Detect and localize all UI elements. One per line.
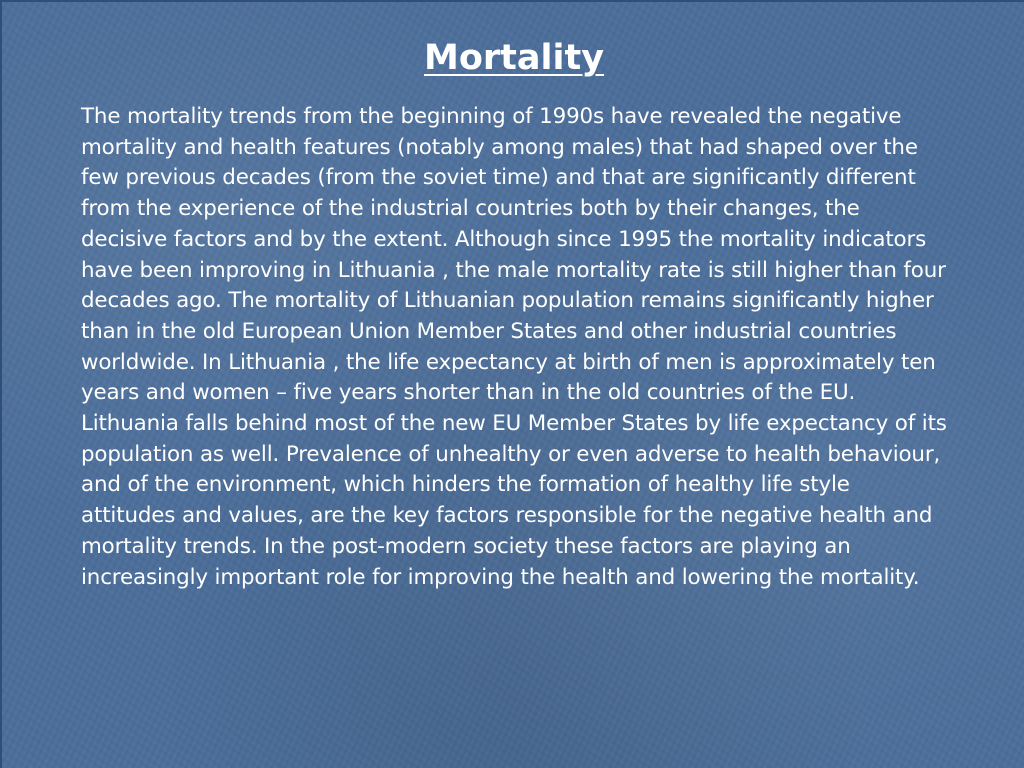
slide-title: Mortality (423, 38, 605, 78)
slide-body-text: The mortality trends from the beginning of 1990s have revealed the negative mortality and health features (notably among males) that had shaped over the few previous decades (from the soviet time) and that are significantly different from the experience of the industrial countries both by their changes, the decisive factors and by the extent. Although since 1995 the mortality indicators have been improving in Lithuania , the male mortality rate is still higher than four decades ago. The mortality of Lithuanian population remains significantly higher than in the old European Union Member States and other industrial countries worldwide. In Lithuania , the life expectancy at birth of men is approximately ten years and women – five years shorter than in the old countries of the EU. Lithuania falls behind most of the new EU Member States by life expectancy of its population as well. Prevalence of unhealthy or even adverse to health behaviour, and of the environment, which hinders the formation of healthy life style attitudes and values, are the key factors responsible for the negative health and mortality trends. In the post-modern society these factors are playing an increasingly important role for improving the health and lowering the mortality. (81, 104, 947, 590)
